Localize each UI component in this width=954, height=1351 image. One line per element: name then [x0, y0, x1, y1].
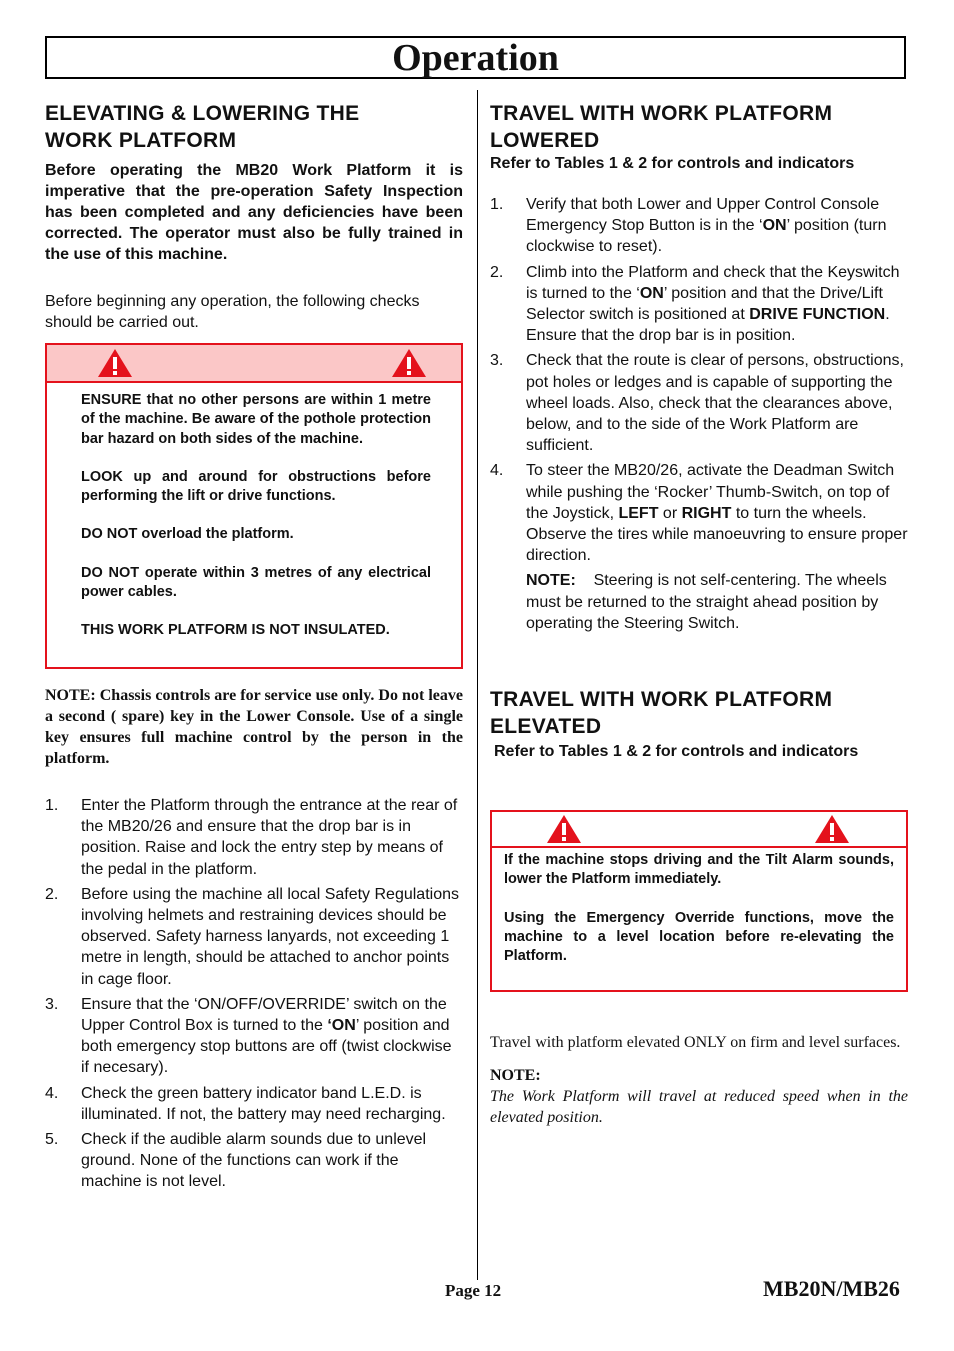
warning-line: DO NOT operate within 3 metres of any electrical power cables. — [81, 564, 431, 601]
reference-line: Refer to Tables 1 & 2 for controls and indicators — [490, 155, 855, 172]
preop-steps-list — [45, 795, 463, 1193]
intro-bold-paragraph: Before operating the MB20 Work Platform it is imperative that the pre-operation Safety Inspection has been completed and any deficiencies have been corrected. The operator must also be fully trained in the use of this machine. — [45, 162, 463, 263]
warning-line: If the machine stops driving and the Tilt Alarm sounds, lower the Platform immediately. — [504, 852, 894, 888]
note-label: NOTE: — [490, 1067, 541, 1085]
warning-triangle-icon — [814, 814, 850, 844]
warning-box-left — [45, 343, 463, 669]
list-item: 1. Enter the Platform through the entrance at the rear of the MB20/26 and ensure that the drop bar is in position. Raise and lock the entry step by means of the pedal in the platform. — [45, 797, 458, 878]
reference-line: Refer to Tables 1 & 2 for controls and indicators — [494, 743, 859, 761]
warning-header-right — [492, 812, 906, 848]
travel-lowered-steps — [490, 194, 908, 634]
list-item: 2. Climb into the Platform and check that the Keyswitch is turned to the ‘ON’ position and that the Drive/Lift Selector switch is positioned at DRIVE FUNCTION. Ensure that the drop bar is in position. — [490, 263, 900, 345]
intro-paragraph: Before beginning any operation, the following checks should be carried out. — [45, 293, 420, 331]
list-item: 3. Check that the route is clear of persons, obstructions, pot holes or ledges and is capable of supporting the wheel loads. Also, check that the clearances above, below, and to the side of the Work Platform are sufficient. — [490, 352, 904, 455]
section-heading-elevating: ELEVATING & LOWERING THE WORK PLATFORM — [45, 102, 360, 152]
warning-header-left — [47, 345, 461, 383]
page-title: Operation — [392, 36, 559, 79]
model-label: MB20N/MB26 — [763, 1276, 900, 1301]
warning-line: Using the Emergency Override functions, move the machine to a level location before re-elevating the Platform. — [504, 909, 894, 965]
right-column — [490, 100, 908, 1128]
page-number: Page 12 — [445, 1281, 502, 1300]
reduced-speed-note: The Work Platform will travel at reduced speed when in the elevated position. — [490, 1088, 908, 1127]
left-column — [45, 100, 463, 1197]
steering-note: NOTE: Steering is not self-centering. The wheels must be returned to the straight ahead position by operating the Steering Switch. — [526, 572, 887, 632]
section-heading-travel-lowered: TRAVEL WITH WORK PLATFORM LOWERED — [490, 102, 833, 152]
section-heading-travel-elevated: TRAVEL WITH WORK PLATFORM ELEVATED — [490, 688, 833, 739]
list-item: 1. Verify that both Lower and Upper Control Console Emergency Stop Button is in the ‘ON’ position (turn clockwise to reset). — [490, 196, 887, 256]
warning-triangle-icon — [391, 348, 427, 378]
list-item: 3. Ensure that the ‘ON/OFF/OVERRIDE’ switch on the Upper Control Box is turned to the ‘ON’ position and both emergency stop buttons are off (twist clockwise if necesary). — [45, 995, 452, 1077]
warning-body-right — [492, 848, 906, 966]
warning-line: THIS WORK PLATFORM IS NOT INSULATED. — [81, 622, 390, 639]
list-item: 2. Before using the machine all local Safety Regulations involving helmets and restraining devices should be observed. Safety harness lanyards, not exceeding 1 metre in length, should be attached to anchor points in cage floor. — [45, 885, 459, 988]
column-divider — [477, 90, 478, 1280]
travel-elevated-text: Travel with platform elevated ONLY on firm and level surfaces. — [490, 1034, 901, 1052]
warning-line: DO NOT overload the platform. — [81, 526, 294, 543]
warning-line: LOOK up and around for obstructions before performing the lift or drive functions. — [81, 468, 431, 505]
warning-triangle-icon — [97, 348, 133, 378]
warning-box-right — [490, 810, 908, 992]
warning-line: ENSURE that no other persons are within 1 metre of the machine. Be aware of the pothole protection bar hazard on both sides of the machine. — [81, 392, 431, 447]
chassis-note: NOTE: Chassis controls are for service use only. Do not leave a second ( spare) key in the Lower Console. Use of a single key ensures full machine control by the person in the platform. — [45, 687, 463, 767]
list-item: 4. Check the green battery indicator band L.E.D. is illuminated. If not, the battery may need recharging. — [45, 1084, 446, 1123]
list-item: 5. Check if the audible alarm sounds due to unlevel ground. None of the functions can work if the machine is not level. — [45, 1131, 427, 1191]
title-box — [45, 36, 906, 79]
warning-triangle-icon — [546, 814, 582, 844]
list-item: 4. To steer the MB20/26, activate the Deadman Switch while pushing the ‘Rocker’ Thumb-Switch, on top of the Joystick, LEFT or RIGHT to turn the wheels. Observe the tires while manoeuvring to ensure proper direction. NOTE: Steering is not self-centering. The wheels must be returned to the straight ahead position by operating the Steering Switch. — [490, 460, 908, 634]
warning-body-left — [47, 383, 461, 641]
